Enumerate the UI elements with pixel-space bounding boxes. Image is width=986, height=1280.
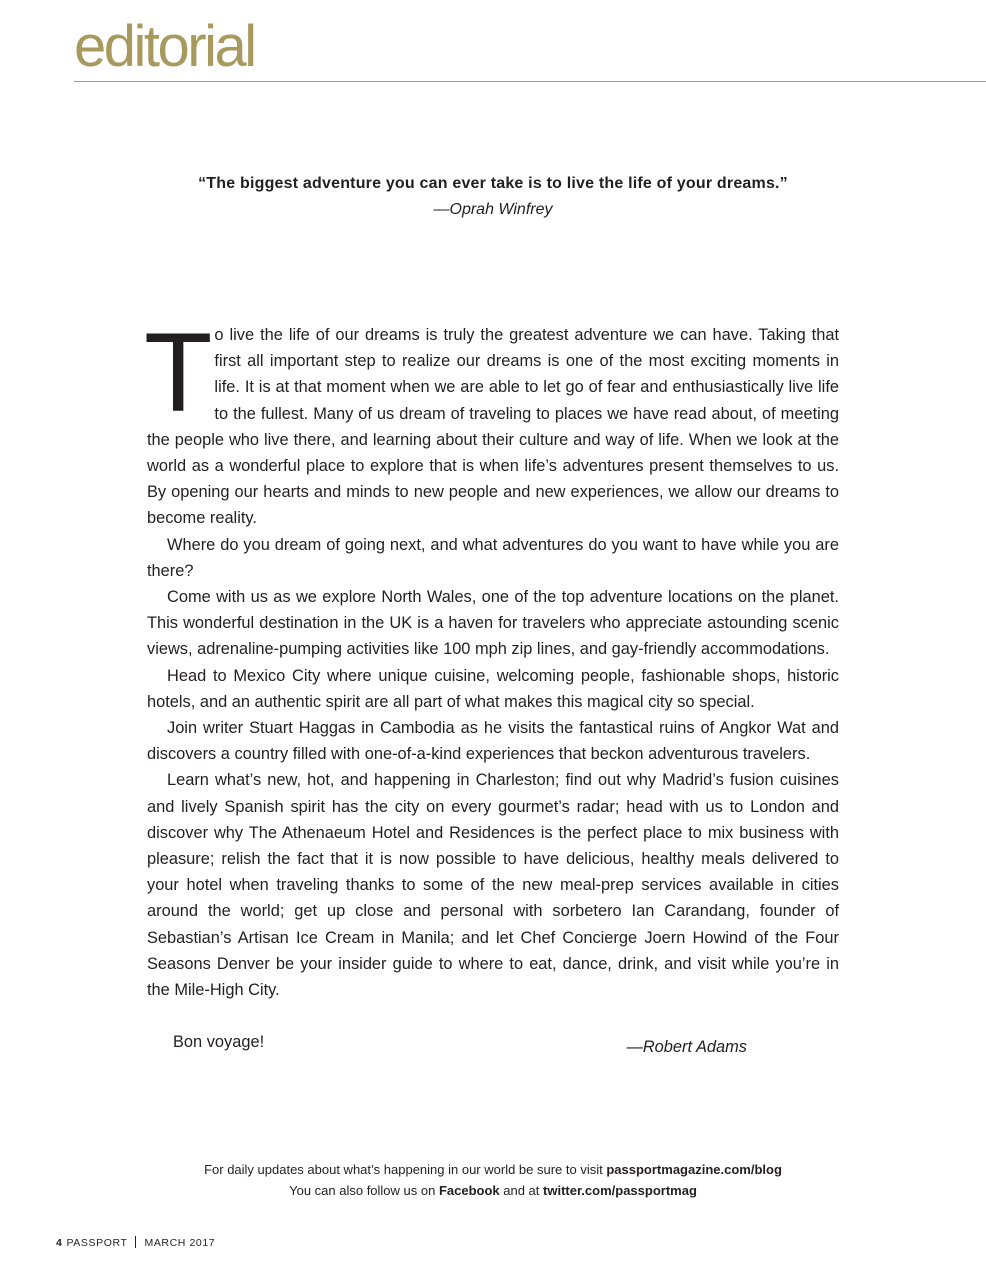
twitter-link[interactable]: twitter.com/passportmag xyxy=(543,1183,697,1198)
footer-line-2 xyxy=(100,1180,886,1201)
facebook-link[interactable]: Facebook xyxy=(438,1183,500,1198)
epigraph-attribution: —Oprah Winfrey xyxy=(433,201,553,218)
section-title: editorial xyxy=(74,14,255,79)
footer-text: and at xyxy=(499,1183,544,1198)
article-paragraph: Join writer Stuart Haggas in Cambodia as he visits the fantastical ruins of Angkor Wat and discovers a country filled with one-of-a-kind experiences that beckon adventurous travelers. xyxy=(147,719,839,764)
closing-line: Bon voyage! xyxy=(173,1033,265,1052)
header-rule xyxy=(74,81,986,82)
issue-date: MARCH 2017 xyxy=(144,1237,216,1249)
dropcap-letter: T xyxy=(144,310,213,435)
page-number: 4 xyxy=(56,1237,63,1249)
publication-name: PASSPORT xyxy=(66,1237,128,1249)
article-paragraph: Learn what’s new, hot, and happening in Charleston; find out why Madrid’s fusion cuisines and lively Spanish spirit has the city on every gourmet’s radar; head with us to London and discover why The Athenaeum Hotel and Residences is the perfect place to mix business with pleasure; relish the fact that it is now possible to have delicious, healthy meals delivered to your hotel when traveling thanks to some of the new meal-prep services available in cities around the world; get up close and personal with sorbetero Ian Carandang, founder of Sebastian’s Artisan Ice Cream in Manila; and let Chef Concierge Joern Howind of the Four Seasons Denver be your insider guide to where to eat, dance, drink, and visit while you’re in the Mile-High City. xyxy=(147,771,839,1000)
author-signature: —Robert Adams xyxy=(626,1038,747,1056)
folio xyxy=(56,1236,215,1250)
article-paragraph xyxy=(144,258,839,532)
footer-text: You can also follow us on xyxy=(289,1183,439,1198)
epigraph xyxy=(147,172,839,222)
article-paragraph: Come with us as we explore North Wales, one of the top adventure locations on the planet. This wonderful destination in the UK is a haven for travelers who appreciate astounding scenic views, adrenaline-pumping activities like 100 mph zip lines, and gay-friendly accommodations. xyxy=(147,588,839,659)
dropcap-spacer xyxy=(147,258,839,322)
blog-link[interactable]: passportmagazine.com/blog xyxy=(606,1162,782,1177)
epigraph-quote: “The biggest adventure you can ever take is to live the life of your dreams.” xyxy=(198,175,788,192)
footer-note xyxy=(100,1159,886,1201)
article-body xyxy=(144,258,839,1055)
article-paragraph: Where do you dream of going next, and what adventures do you want to have while you are there? xyxy=(147,535,839,580)
article-paragraph: Head to Mexico City where unique cuisine, welcoming people, fashionable shops, historic hotels, and an authentic spirit are all part of what makes this magical city so special. xyxy=(147,666,839,711)
folio-divider xyxy=(135,1236,136,1248)
footer-line-1 xyxy=(100,1159,886,1180)
footer-text: For daily updates about what’s happening in our world be sure to visit xyxy=(204,1162,607,1177)
paragraph-text: o live the life of our dreams is truly the greatest adventure we can have. Taking that first all important step to realize our dreams is one of the most exciting moments in life. It is at that moment when we are able to let go of fear and enthusiastically live life to the fullest. Many of us dream of traveling to places we have read about, of meeting the people who live there, and learning about their culture and way of life. When we look at the world as a wonderful place to explore that is when life’s adventures present themselves to us. By opening our hearts and minds to new people and new experiences, we allow our dreams to become reality. xyxy=(147,326,839,528)
